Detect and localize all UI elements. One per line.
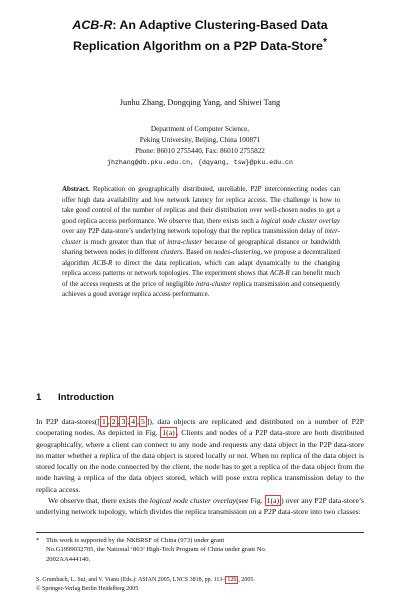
figure-link[interactable]: 1(a) xyxy=(162,428,175,438)
footnote xyxy=(36,532,364,564)
abstract-text: Replication on geographically distributed, unreliable, P2P interconnecting nodes can offer high data availability and low network latency for replica access. The challenge is how to take good control of the number of replicas and their distribution over well-chosen nodes to get a good replica access performance. We observe that, there exists such a xyxy=(62,185,340,225)
citation-link-5[interactable]: 5 xyxy=(141,417,145,426)
affiliation-phone: Phone: 86010 2755440, Fax: 86010 2755822 xyxy=(135,147,265,155)
section-heading xyxy=(36,392,114,403)
page-link[interactable]: 126 xyxy=(227,577,237,583)
copyright-line: © Springer-Verlag Berlin Heidelberg 2005 xyxy=(36,586,139,592)
abstract-emph: ACB-R xyxy=(269,269,290,278)
figure-link[interactable]: 1(a) xyxy=(266,496,280,506)
intro-paragraph-2 xyxy=(36,495,364,518)
abstract-emph: logical node cluster overlay xyxy=(260,216,341,225)
section-title: Introduction xyxy=(58,392,114,403)
affiliation-emails: jhzhang@db.pku.edu.cn, {dqyang, tsw}@pku.edu.cn xyxy=(107,159,293,166)
citation-link-2[interactable]: 2 xyxy=(111,417,116,426)
citation-text: , 2005. xyxy=(238,577,255,583)
abstract-text: replica transmission and consequently achieves a good average replica access performance. xyxy=(62,279,340,299)
abstract-text: . Based on xyxy=(182,248,214,257)
affiliation-university: Peking University, Beijing, China 100871 xyxy=(139,136,261,144)
intro-text: We observe that, there exists the xyxy=(48,496,150,506)
citation-link-1[interactable]: 1 xyxy=(101,417,106,426)
footnote-line-1: This work is supported by the NKBRSF of China (973) under grant xyxy=(46,537,225,544)
title-footnote-mark: * xyxy=(322,37,327,48)
section-number: 1 xyxy=(36,392,42,403)
intro-text: ), data objects are replicated and distributed on a number of P2P cooperating nodes. As depicted in Fig. xyxy=(36,417,364,438)
abstract xyxy=(62,184,340,300)
title-line1: : An Adaptive Clustering-Based Data xyxy=(112,18,328,32)
footnote-line-3: 2002AA444140. xyxy=(46,555,91,563)
abstract-text: over any P2P data-store’s underlying network topology that the replica transmission delay of xyxy=(62,227,325,236)
intro-text: (see Fig. xyxy=(236,496,265,506)
abstract-text: to direct the data replication, which can adapt dynamically to the changing replica access patterns or network topologies. The experiment shows that xyxy=(62,258,340,278)
citation-refs: [ 1 , 2 , 3 , 4 , 5 ] xyxy=(97,417,150,426)
affiliation-dept: Department of Computer Science, xyxy=(150,125,250,133)
footnote-mark: * xyxy=(36,537,40,544)
title-line2: Replication Algorithm on a P2P Data-Store xyxy=(73,39,323,54)
intro-text: ) over any P2P data-store’s underlying network topology, which divides the replica transmission on a P2P data-store into two classes: xyxy=(36,496,364,517)
citation-line xyxy=(36,576,364,585)
abstract-text: because of geographical distance or bandwidth sharing between nodes in different xyxy=(62,237,340,257)
intro-emph: logical node cluster overlay xyxy=(149,496,237,506)
affiliation xyxy=(30,124,370,168)
abstract-text: is much greater than that of xyxy=(81,237,168,246)
abstract-emph: inter-cluster xyxy=(62,227,340,246)
intro-paragraph-1 xyxy=(36,416,364,495)
abstract-emph: intra-cluster xyxy=(195,279,231,288)
abstract-text: , we propose a decentralized algorithm xyxy=(62,248,340,267)
intro-text: , Clients and nodes of a P2P data-store are both distributed geographically, where a client can connect to any node and requests any data object in the P2P data-store no matter whether a replica of the data object is stored locally or not. When no replica of the data object is stored locally on the node connected by the client, the node has to get a replica of the data object from the node having a replica of the data object stored, which will pose extra replica transmission delay to the replica access. xyxy=(36,428,364,494)
publication-info xyxy=(36,576,364,594)
abstract-emph: clusters xyxy=(160,248,183,257)
citation-link-4[interactable]: 4 xyxy=(131,417,136,426)
abstract-emph: intra-cluster xyxy=(167,237,203,246)
introduction-body xyxy=(36,416,364,518)
title-acronym: ACB-R xyxy=(72,18,113,32)
abstract-heading: Abstract. xyxy=(62,185,90,193)
citation-link-3[interactable]: 3 xyxy=(121,417,126,426)
abstract-text: can benefit much of the access requests at the price of negligible xyxy=(62,269,340,288)
citation-text: S. Grumbach, L. Sui, and V. Vianu (Eds.): ASIAN 2005, LNCS 3818, pp. 113– xyxy=(36,577,226,583)
abstract-emph: nodes-clustering xyxy=(213,248,261,257)
paper-title xyxy=(30,16,370,55)
footnote-line-2: No.G1999032705, the National ‘863’ High-Tech Program of China under grant No. xyxy=(46,546,267,554)
intro-text: In P2P data-stores( xyxy=(36,417,98,426)
authors: Junhu Zhang, Dongqing Yang, and Shiwei Tang xyxy=(119,98,281,107)
abstract-emph: ACB-R xyxy=(92,258,113,267)
